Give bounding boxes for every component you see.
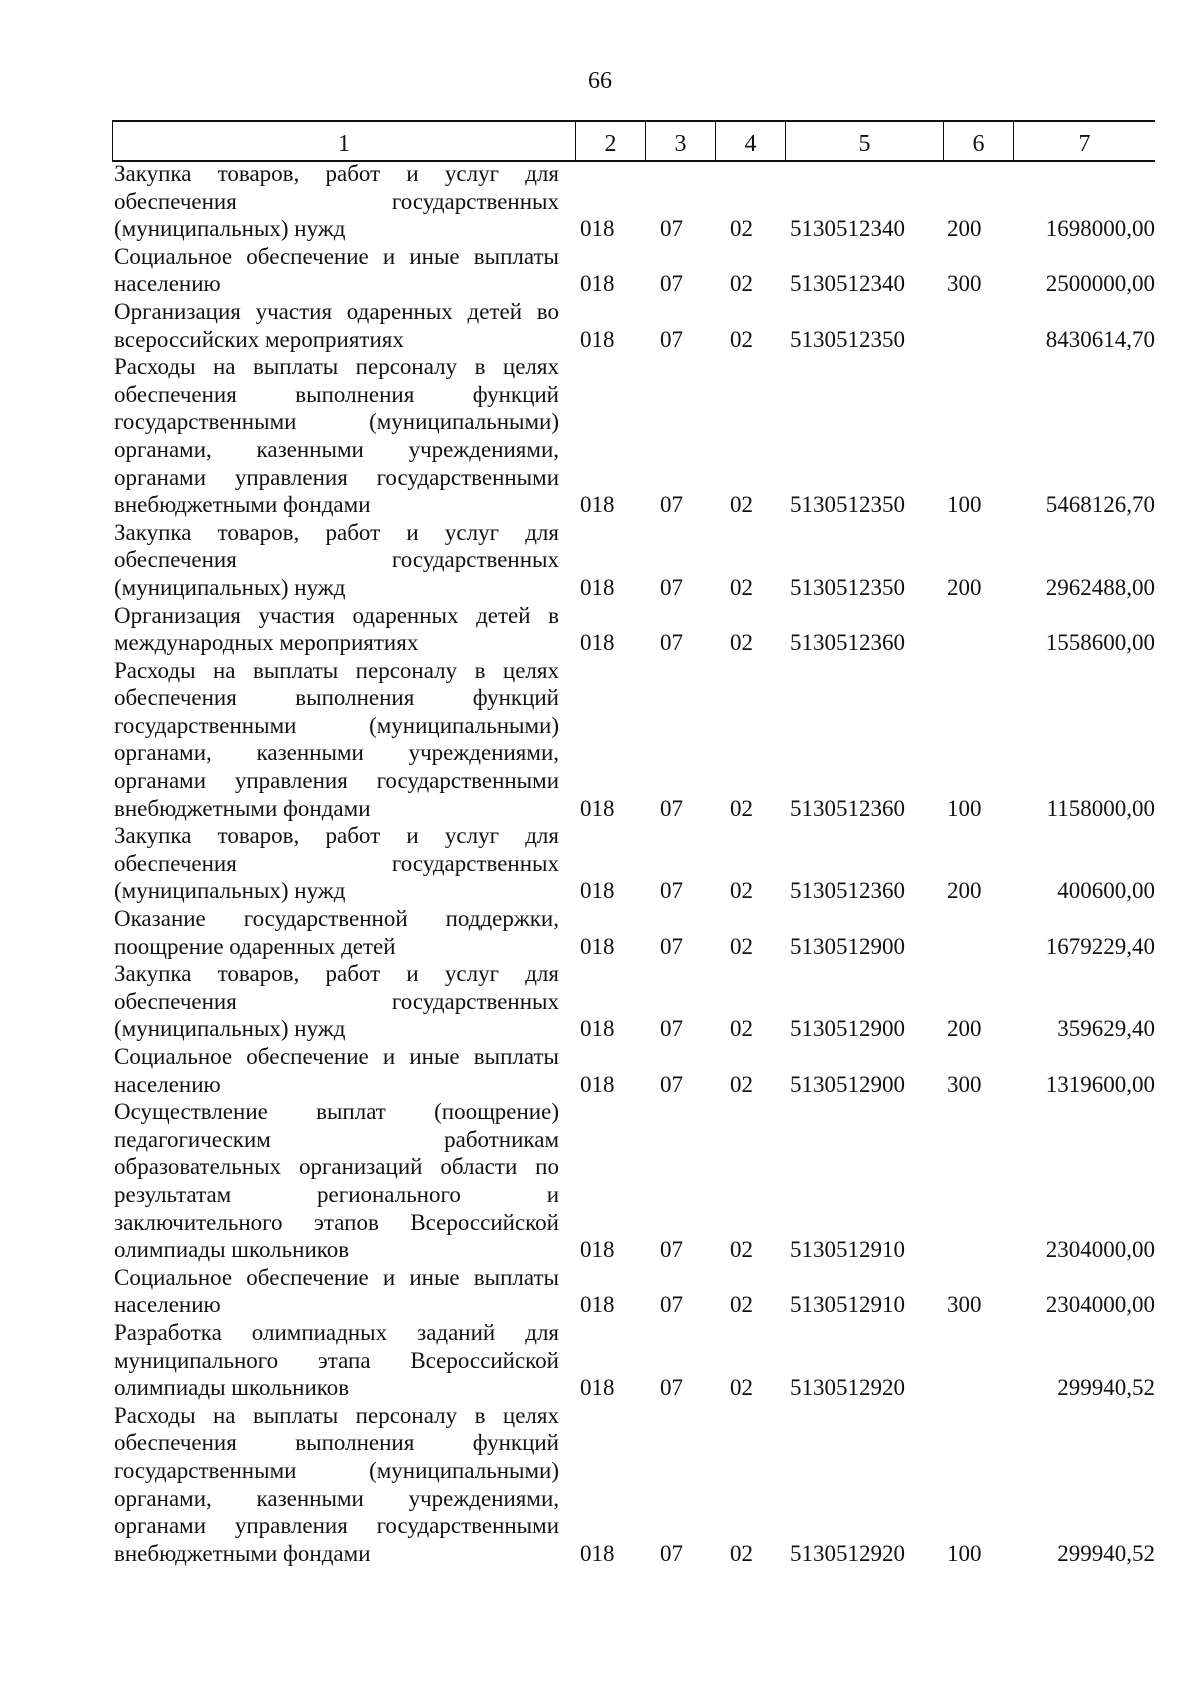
header-col-4: 4: [715, 122, 785, 160]
table-row: [0, 160, 1200, 243]
row-description: Расходы на выплаты персоналу в целях обеспечения выполнения функций государственными (муниципальными) органами, казенными учреждениями, органами управления государственными внебюджетными фондами: [114, 1402, 559, 1566]
row-cell-c6: 100: [947, 492, 982, 518]
row-cell-c4: 02: [730, 1071, 753, 1097]
row-cell-c4: 02: [730, 326, 753, 352]
row-cell-c5: 5130512360: [790, 878, 905, 904]
table-row: [0, 960, 1200, 1043]
row-cell-c4: 02: [730, 795, 753, 821]
row-description: Социальное обеспечение и иные выплаты населению: [114, 1044, 559, 1097]
row-cell-c3: 07: [660, 1540, 683, 1566]
row-cell-c6: 200: [947, 216, 982, 242]
table-row: [0, 905, 1200, 960]
row-cell-c5: 5130512910: [790, 1237, 905, 1263]
row-cell-c5: 5130512900: [790, 933, 905, 959]
row-cell-c5: 5130512910: [790, 1292, 905, 1318]
row-cell-c2: 018: [580, 1292, 615, 1318]
row-cell-c7: 2500000,00: [1045, 271, 1155, 297]
row-cell-c7: 1558600,00: [1045, 630, 1155, 656]
row-cell-c3: 07: [660, 1237, 683, 1263]
row-cell-c3: 07: [660, 492, 683, 518]
header-col-1: 1: [112, 122, 575, 160]
row-cell-c3: 07: [660, 1292, 683, 1318]
row-cell-c2: 018: [580, 326, 615, 352]
row-cell-c5: 5130512340: [790, 271, 905, 297]
header-col-3: 3: [645, 122, 715, 160]
row-cell-c4: 02: [730, 492, 753, 518]
row-cell-c7: 1679229,40: [1045, 933, 1155, 959]
row-cell-c3: 07: [660, 326, 683, 352]
row-description: Осуществление выплат (поощрение) педагогическим работникам образовательных организаций области по результатам регионального и заключительного этапов Всероссийской олимпиады школьников: [114, 1099, 559, 1263]
row-description: Оказание государственной поддержки, поощрение одаренных детей: [114, 906, 559, 959]
row-description: Закупка товаров, работ и услуг для обеспечения государственных (муниципальных) нужд: [114, 161, 559, 242]
table-row: [0, 243, 1200, 298]
row-cell-c3: 07: [660, 1071, 683, 1097]
row-cell-c3: 07: [660, 216, 683, 242]
table-row: [0, 298, 1200, 353]
row-cell-c3: 07: [660, 271, 683, 297]
header-col-7: 7: [1013, 122, 1155, 160]
row-description: Организация участия одаренных детей во всероссийских мероприятиях: [114, 298, 559, 352]
table-row: [0, 1098, 1200, 1264]
row-cell-c5: 5130512920: [790, 1375, 905, 1401]
table-row: [0, 519, 1200, 602]
row-cell-c3: 07: [660, 1375, 683, 1401]
table-header: [112, 120, 1155, 162]
row-cell-c6: 200: [947, 574, 982, 600]
row-cell-c5: 5130512920: [790, 1540, 905, 1566]
header-col-6: 6: [943, 122, 1013, 160]
row-cell-c7: 2304000,00: [1045, 1292, 1155, 1318]
row-description: Закупка товаров, работ и услуг для обеспечения государственных (муниципальных) нужд: [114, 519, 559, 600]
row-cell-c4: 02: [730, 1375, 753, 1401]
row-cell-c3: 07: [660, 630, 683, 656]
row-cell-c4: 02: [730, 630, 753, 656]
row-description: Социальное обеспечение и иные выплаты населению: [114, 1264, 559, 1318]
row-cell-c5: 5130512900: [790, 1071, 905, 1097]
row-cell-c4: 02: [730, 1540, 753, 1566]
row-cell-c3: 07: [660, 795, 683, 821]
table-row: [0, 1319, 1200, 1402]
row-cell-c2: 018: [580, 1016, 615, 1042]
row-cell-c6: 100: [947, 1540, 982, 1566]
row-cell-c2: 018: [580, 878, 615, 904]
page-number: 66: [588, 68, 612, 94]
row-cell-c6: 200: [947, 1016, 982, 1042]
row-cell-c2: 018: [580, 1375, 615, 1401]
table-row: [0, 1402, 1200, 1568]
row-cell-c2: 018: [580, 933, 615, 959]
row-cell-c4: 02: [730, 216, 753, 242]
row-cell-c2: 018: [580, 216, 615, 242]
table-row: [0, 1264, 1200, 1319]
row-description: Расходы на выплаты персоналу в целях обеспечения выполнения функций государственными (муниципальными) органами, казенными учреждениями, органами управления государственными внебюджетными фондами: [114, 354, 559, 518]
row-cell-c6: 300: [947, 1071, 982, 1097]
table-row: [0, 822, 1200, 905]
row-cell-c5: 5130512350: [790, 574, 905, 600]
row-cell-c2: 018: [580, 492, 615, 518]
row-description: Социальное обеспечение и иные выплаты населению: [114, 243, 559, 297]
table-row: [0, 602, 1200, 657]
header-col-5: 5: [785, 122, 943, 160]
row-cell-c7: 8430614,70: [1045, 326, 1155, 352]
row-cell-c7: 299940,52: [1057, 1540, 1155, 1566]
row-cell-c4: 02: [730, 574, 753, 600]
table-body: [0, 160, 1200, 1567]
row-cell-c4: 02: [730, 271, 753, 297]
row-cell-c5: 5130512360: [790, 795, 905, 821]
header-col-2: 2: [575, 122, 645, 160]
row-description: Организация участия одаренных детей в международных мероприятиях: [114, 602, 559, 656]
row-cell-c2: 018: [580, 1540, 615, 1566]
row-cell-c7: 1698000,00: [1045, 216, 1155, 242]
row-cell-c5: 5130512360: [790, 630, 905, 656]
row-cell-c7: 400600,00: [1057, 878, 1155, 904]
row-cell-c2: 018: [580, 795, 615, 821]
row-cell-c5: 5130512340: [790, 216, 905, 242]
row-cell-c3: 07: [660, 933, 683, 959]
row-cell-c2: 018: [580, 1237, 615, 1263]
row-cell-c7: 359629,40: [1057, 1016, 1155, 1042]
row-description: Закупка товаров, работ и услуг для обеспечения государственных (муниципальных) нужд: [114, 823, 559, 904]
row-cell-c2: 018: [580, 1071, 615, 1097]
table-row: [0, 657, 1200, 823]
row-cell-c2: 018: [580, 574, 615, 600]
row-cell-c3: 07: [660, 574, 683, 600]
row-cell-c5: 5130512900: [790, 1016, 905, 1042]
row-cell-c6: 300: [947, 271, 982, 297]
row-cell-c4: 02: [730, 878, 753, 904]
row-cell-c4: 02: [730, 1237, 753, 1263]
row-cell-c3: 07: [660, 878, 683, 904]
row-cell-c3: 07: [660, 1016, 683, 1042]
row-cell-c6: 100: [947, 795, 982, 821]
row-description: Закупка товаров, работ и услуг для обеспечения государственных (муниципальных) нужд: [114, 961, 559, 1042]
row-description: Разработка олимпиадных заданий для муниципального этапа Всероссийской олимпиады школьников: [114, 1319, 559, 1401]
row-cell-c7: 1319600,00: [1045, 1071, 1155, 1097]
row-cell-c6: 300: [947, 1292, 982, 1318]
table-row: [0, 1043, 1200, 1098]
row-cell-c7: 2962488,00: [1045, 574, 1155, 600]
row-description: Расходы на выплаты персоналу в целях обеспечения выполнения функций государственными (муниципальными) органами, казенными учреждениями, органами управления государственными внебюджетными фондами: [114, 657, 559, 821]
table-row: [0, 353, 1200, 519]
row-cell-c6: 200: [947, 878, 982, 904]
row-cell-c7: 1158000,00: [1046, 795, 1155, 821]
row-cell-c4: 02: [730, 933, 753, 959]
row-cell-c7: 5468126,70: [1045, 492, 1155, 518]
row-cell-c5: 5130512350: [790, 492, 905, 518]
row-cell-c7: 2304000,00: [1045, 1237, 1155, 1263]
row-cell-c4: 02: [730, 1016, 753, 1042]
row-cell-c2: 018: [580, 630, 615, 656]
row-cell-c4: 02: [730, 1292, 753, 1318]
row-cell-c5: 5130512350: [790, 326, 905, 352]
row-cell-c7: 299940,52: [1057, 1375, 1155, 1401]
row-cell-c2: 018: [580, 271, 615, 297]
